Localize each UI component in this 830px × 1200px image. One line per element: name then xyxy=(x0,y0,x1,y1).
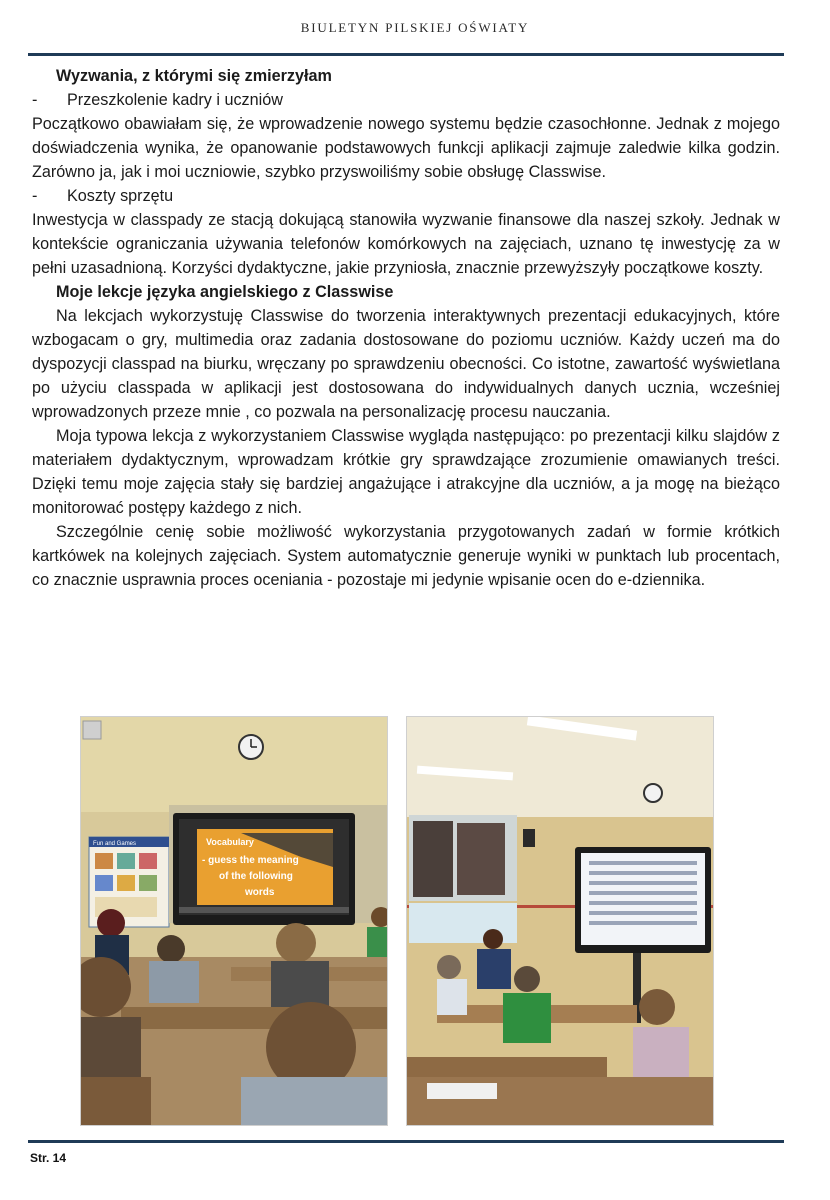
classroom-photo-2-illustration xyxy=(407,717,713,1125)
paragraph: Inwestycja w classpady ze stacją dokującą stanowiła wyzwanie finansowe dla naszej szkoły. Jednak w kontekście ograniczania używania telefonów komórkowych na zajęciach, uznano tę inwestycję za w pełni uzasadnioną. Korzyści dydaktyczne, jakie przyniosła, znacznie przewyższyły początkowe koszty. xyxy=(32,211,780,277)
section-heading: Wyzwania, z którymi się zmierzyłam xyxy=(56,67,332,85)
publication-header: BIULETYN PILSKIEJ OŚWIATY xyxy=(300,20,530,35)
screen-text-2: - guess the meaning xyxy=(202,855,299,866)
classroom-photo-1 xyxy=(80,716,388,1126)
article-body xyxy=(32,64,780,592)
footer-divider xyxy=(28,1140,784,1143)
classroom-photo-1-illustration xyxy=(81,717,387,1125)
bullet-text: Koszty sprzętu xyxy=(67,187,174,205)
screen-text-1: Vocabulary xyxy=(206,837,254,847)
poster-title: Fun and Games xyxy=(93,841,137,847)
bullet-item xyxy=(32,88,780,112)
bullet-item xyxy=(32,184,780,208)
page-number: Str. 14 xyxy=(30,1151,67,1165)
header-divider xyxy=(28,53,784,56)
bullet-dash: - xyxy=(32,187,38,205)
section-heading: Moje lekcje języka angielskiego z Classwise xyxy=(56,283,394,301)
bullet-text: Przeszkolenie kadry i uczniów xyxy=(67,91,283,109)
screen-text-3: of the following xyxy=(219,871,293,882)
paragraph: Moja typowa lekcja z wykorzystaniem Classwise wygląda następująco: po prezentacji kilku slajdów z materiałem dydaktycznym, wprowadzam krótkie gry sprawdzające zrozumienie omawianych treści. Dzięki temu moje zajęcia stały się bardziej angażujące i atrakcyjne dla uczniów, a ja mogę na bieżąco monitorować postępy każdego z nich. xyxy=(32,427,780,517)
bullet-dash: - xyxy=(32,91,38,109)
screen-text-4: words xyxy=(245,887,275,898)
paragraph: Szczególnie cenię sobie możliwość wykorzystania przygotowanych zadań w formie krótkich kartkówek na kolejnych zajęciach. System automatycznie generuje wyniki w punktach lub procentach, co znacznie usprawnia proces oceniania - pozostaje mi jedynie wpisanie ocen do e-dziennika. xyxy=(32,523,780,589)
classroom-photo-2 xyxy=(406,716,714,1126)
paragraph: Na lekcjach wykorzystuję Classwise do tworzenia interaktywnych prezentacji edukacyjnych, które wzbogacam o gry, multimedia oraz zadania dostosowane do poziomu uczniów. Każdy uczeń ma do dyspozycji classpad na biurku, wręczany po sprawdzeniu obecności. Co istotne, zawartość wyświetlana po użyciu classpada w aplikacji jest dostosowana do indywidualnych danych ucznia, wcześniej wprowadzonych przeze mnie , co pozwala na personalizację procesu nauczania. xyxy=(32,307,780,421)
paragraph: Początkowo obawiałam się, że wprowadzenie nowego systemu będzie czasochłonne. Jednak z mojego doświadczenia wynika, że opanowanie podstawowych funkcji aplikacji zajmuje zaledwie kilka godzin. Zarówno ja, jak i moi uczniowie, szybko przyswoiliśmy sobie obsługę Classwise. xyxy=(32,115,780,181)
